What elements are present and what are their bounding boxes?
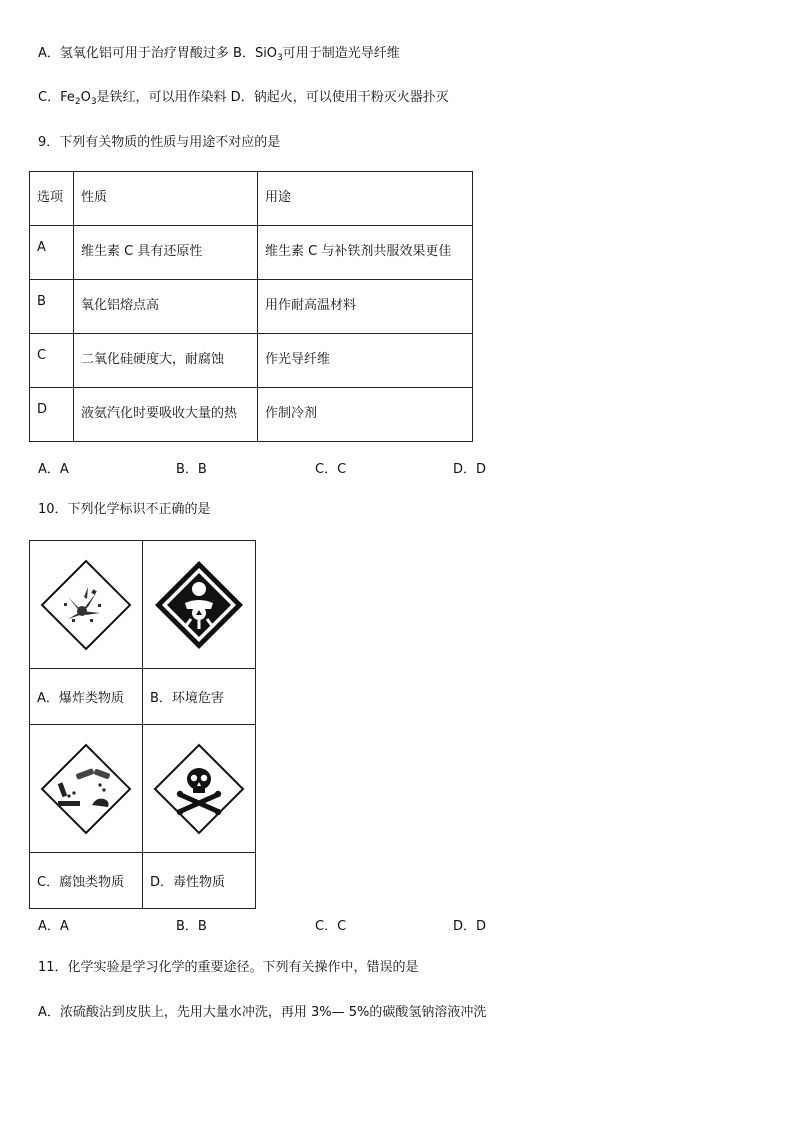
cell-property: 氧化铝熔点高	[74, 280, 258, 334]
q11-stem: 11．化学实验是学习化学的重要途径。下列有关操作中，错误的是	[38, 960, 419, 975]
header-property: 性质	[74, 172, 258, 226]
answer-option-d[interactable]: D．D	[453, 919, 487, 934]
cell-property: 液氨汽化时要吸收大量的热	[74, 388, 258, 442]
table-row	[30, 334, 473, 388]
q11-option-a[interactable]: A．浓硫酸沾到皮肤上，先用大量水冲洗，再用 3%— 5%的碳酸氢钠溶液冲洗	[38, 1005, 487, 1020]
table-header-row	[30, 172, 473, 226]
sign-label-row	[30, 669, 256, 725]
sign-cell-a	[30, 541, 143, 669]
answer-option-b[interactable]: B．B	[176, 919, 207, 934]
table-row	[30, 388, 473, 442]
answer-option-d[interactable]: D．D	[453, 462, 487, 477]
health-hazard-icon	[143, 557, 255, 653]
explosive-icon	[30, 557, 142, 653]
cell-option: D	[30, 388, 74, 442]
table-row	[30, 226, 473, 280]
cell-option: A	[30, 226, 74, 280]
answer-option-c[interactable]: C．C	[315, 919, 347, 934]
q8-line2-part-c: 是铁红，可以用作染料 D．钠起火，可以使用干粉灭火器扑灭	[96, 90, 449, 105]
q9-property-table	[29, 171, 473, 442]
sign-label-row	[30, 853, 256, 909]
cell-use: 作制冷剂	[258, 388, 473, 442]
sign-label: D．毒性物质	[143, 853, 256, 909]
cell-use: 作光导纤维	[258, 334, 473, 388]
q8-line1-part-a: A．氢氧化铝可用于治疗胃酸过多 B．SiO	[38, 46, 278, 61]
header-option: 选项	[30, 172, 74, 226]
table-row	[30, 280, 473, 334]
cell-property: 维生素 C 具有还原性	[74, 226, 258, 280]
cell-option: B	[30, 280, 74, 334]
answer-option-a[interactable]: A．A	[38, 462, 69, 477]
q8-line2-subscript-1: 2	[74, 97, 81, 107]
cell-use: 用作耐高温材料	[258, 280, 473, 334]
answer-option-c[interactable]: C．C	[315, 462, 347, 477]
q8-line1-part-b: 可用于制造光导纤维	[282, 46, 400, 61]
q8-line1-subscript: 3	[277, 53, 283, 63]
cell-property: 二氧化硅硬度大，耐腐蚀	[74, 334, 258, 388]
q8-line2-part-a: C．Fe	[38, 90, 75, 105]
cell-option: C	[30, 334, 74, 388]
sign-cell-d	[143, 725, 256, 853]
sign-image-row	[30, 725, 256, 853]
sign-image-row	[30, 541, 256, 669]
corrosive-icon	[30, 741, 142, 837]
sign-label: B．环境危害	[143, 669, 256, 725]
sign-cell-c	[30, 725, 143, 853]
toxic-skull-icon	[143, 741, 255, 837]
q8-line2-subscript-2: 3	[90, 97, 97, 107]
answer-option-a[interactable]: A．A	[38, 919, 69, 934]
sign-label: A．爆炸类物质	[30, 669, 143, 725]
q8-option-line-2	[38, 89, 449, 111]
q8-option-line-1	[38, 45, 400, 67]
q8-line2-part-b: O	[80, 90, 91, 105]
q9-stem: 9．下列有关物质的性质与用途不对应的是	[38, 135, 281, 150]
q10-stem: 10．下列化学标识不正确的是	[38, 502, 211, 517]
header-use: 用途	[258, 172, 473, 226]
sign-cell-b	[143, 541, 256, 669]
sign-label: C．腐蚀类物质	[30, 853, 143, 909]
q10-hazard-sign-table	[29, 540, 256, 909]
answer-option-b[interactable]: B．B	[176, 462, 207, 477]
cell-use: 维生素 C 与补铁剂共服效果更佳	[258, 226, 473, 280]
